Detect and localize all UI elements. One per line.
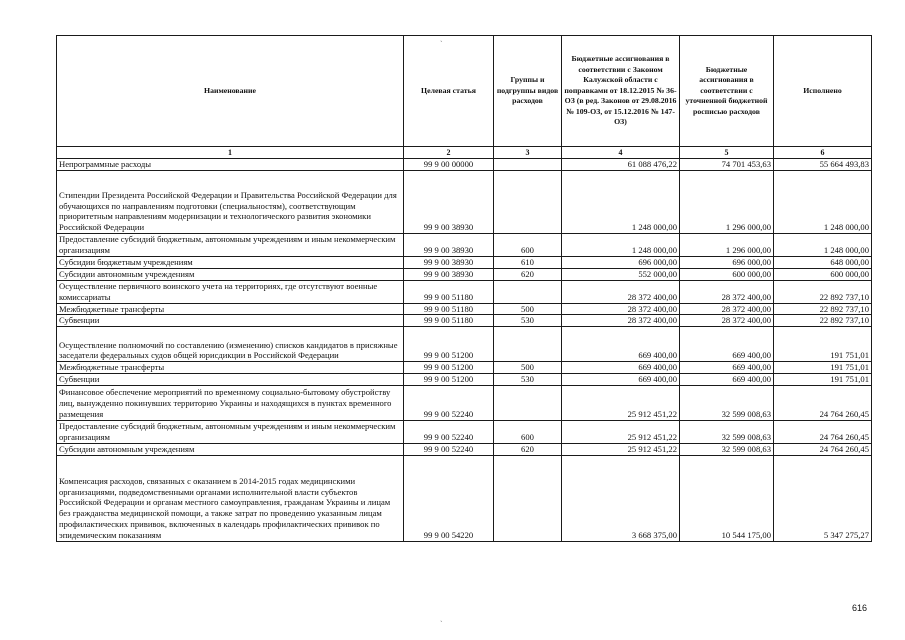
row-refined-amount: 10 544 175,00 [680, 455, 774, 541]
row-executed-amount: 55 664 493,83 [774, 159, 872, 171]
row-target-article: 99 9 00 52240 [404, 443, 494, 455]
row-name: Субвенции [57, 315, 404, 327]
row-executed-amount: 22 892 737,10 [774, 303, 872, 315]
table-row [57, 303, 872, 315]
table-row [57, 327, 872, 362]
row-expense-group: 620 [494, 268, 562, 280]
row-refined-amount: 32 599 008,63 [680, 385, 774, 420]
header-executed: Исполнено [774, 36, 872, 147]
row-target-article: 99 9 00 38930 [404, 268, 494, 280]
row-law-amount: 25 912 451,22 [562, 420, 680, 443]
row-executed-amount: 22 892 737,10 [774, 280, 872, 303]
row-expense-group: 530 [494, 315, 562, 327]
row-law-amount: 61 088 476,22 [562, 159, 680, 171]
row-refined-amount: 669 400,00 [680, 327, 774, 362]
row-target-article: 99 9 00 51180 [404, 280, 494, 303]
table-row [57, 159, 872, 171]
column-number: 3 [494, 147, 562, 159]
column-number: 6 [774, 147, 872, 159]
row-executed-amount: 191 751,01 [774, 373, 872, 385]
row-refined-amount: 28 372 400,00 [680, 315, 774, 327]
row-executed-amount: 22 892 737,10 [774, 315, 872, 327]
row-refined-amount: 1 296 000,00 [680, 234, 774, 257]
row-name: Субсидии автономным учреждениям [57, 268, 404, 280]
row-law-amount: 669 400,00 [562, 362, 680, 374]
column-number: 4 [562, 147, 680, 159]
table-row [57, 443, 872, 455]
row-target-article: 99 9 00 54220 [404, 455, 494, 541]
row-refined-amount: 28 372 400,00 [680, 280, 774, 303]
table-row [57, 362, 872, 374]
row-executed-amount: 191 751,01 [774, 362, 872, 374]
row-expense-group: 530 [494, 373, 562, 385]
row-law-amount: 696 000,00 [562, 257, 680, 269]
page-number: 616 [852, 603, 868, 613]
table-row [57, 315, 872, 327]
table-row [57, 455, 872, 541]
row-name: Компенсация расходов, связанных с оказанием в 2014-2015 годах медицинскими организациями, подведомственными органами исполнительной власти субъектов Российской Федерации и органам местного самоуправления, гражданам Украины и лицам без гражданства медицинской помощи, а также затрат по проведению указанным лицам профилактических прививок, включенных в календарь профилактических прививок по эпидемическим показаниям [57, 455, 404, 541]
row-expense-group: 600 [494, 420, 562, 443]
row-executed-amount: 24 764 260,45 [774, 443, 872, 455]
scan-artifact: ` [440, 620, 443, 629]
row-target-article: 99 9 00 38930 [404, 234, 494, 257]
table-row [57, 420, 872, 443]
table-row [57, 373, 872, 385]
scan-artifact: ` [440, 40, 443, 49]
row-name: Осуществление первичного воинского учета на территориях, где отсутствуют военные комиссариаты [57, 280, 404, 303]
row-executed-amount: 24 764 260,45 [774, 385, 872, 420]
row-name: Стипендии Президента Российской Федерации и Правительства Российской Федерации для обучающихся по направлениям подготовки (специальностям), соответствующим приоритетным направлениям модернизации и технологического развития экономики Российской Федерации [57, 171, 404, 234]
row-executed-amount: 600 000,00 [774, 268, 872, 280]
column-number-row [57, 147, 872, 159]
column-number: 1 [57, 147, 404, 159]
row-name: Осуществление полномочий по составлению (изменению) списков кандидатов в присяжные заседатели федеральных судов общей юрисдикции в Российской Федерации [57, 327, 404, 362]
row-law-amount: 1 248 000,00 [562, 234, 680, 257]
header-refined-allocations: Бюджетные ассигнования в соответствии с уточненной бюджетной росписью расходов [680, 36, 774, 147]
row-name: Субсидии бюджетным учреждениям [57, 257, 404, 269]
row-target-article: 99 9 00 51180 [404, 303, 494, 315]
row-name: Непрограммные расходы [57, 159, 404, 171]
row-target-article: 99 9 00 52240 [404, 420, 494, 443]
row-name: Финансовое обеспечение мероприятий по временному социально-бытовому обустройству лиц, вынужденно покинувших территорию Украины и находящихся в пунктах временного размещения [57, 385, 404, 420]
row-refined-amount: 669 400,00 [680, 373, 774, 385]
row-refined-amount: 669 400,00 [680, 362, 774, 374]
row-name: Межбюджетные трансферты [57, 362, 404, 374]
row-executed-amount: 24 764 260,45 [774, 420, 872, 443]
row-law-amount: 552 000,00 [562, 268, 680, 280]
row-executed-amount: 648 000,00 [774, 257, 872, 269]
table-header [57, 36, 872, 147]
budget-table [56, 35, 872, 542]
header-name: Наименование [57, 36, 404, 147]
row-target-article: 99 9 00 51200 [404, 373, 494, 385]
table-row [57, 257, 872, 269]
column-number: 2 [404, 147, 494, 159]
row-law-amount: 28 372 400,00 [562, 303, 680, 315]
row-refined-amount: 600 000,00 [680, 268, 774, 280]
row-law-amount: 28 372 400,00 [562, 280, 680, 303]
row-law-amount: 25 912 451,22 [562, 385, 680, 420]
row-target-article: 99 9 00 51180 [404, 315, 494, 327]
table-row [57, 385, 872, 420]
row-target-article: 99 9 00 38930 [404, 257, 494, 269]
row-law-amount: 3 668 375,00 [562, 455, 680, 541]
row-executed-amount: 5 347 275,27 [774, 455, 872, 541]
row-expense-group [494, 159, 562, 171]
row-law-amount: 669 400,00 [562, 327, 680, 362]
row-name: Предоставление субсидий бюджетным, автономным учреждениям и иным некоммерческим организациям [57, 420, 404, 443]
row-refined-amount: 32 599 008,63 [680, 443, 774, 455]
row-law-amount: 28 372 400,00 [562, 315, 680, 327]
row-target-article: 99 9 00 51200 [404, 362, 494, 374]
row-expense-group [494, 171, 562, 234]
row-refined-amount: 28 372 400,00 [680, 303, 774, 315]
row-expense-group: 500 [494, 362, 562, 374]
header-target-article: Целевая статья [404, 36, 494, 147]
header-law-allocations: Бюджетные ассигнования в соответствии с Законом Калужской области с поправками от 18.12.2015 № 36-ОЗ (в ред. Законов от 29.08.2016 № 109-ОЗ, от 15.12.2016 № 147-ОЗ) [562, 36, 680, 147]
row-expense-group: 610 [494, 257, 562, 269]
table-body [57, 147, 872, 542]
row-name: Предоставление субсидий бюджетным, автономным учреждениям и иным некоммерческим организациям [57, 234, 404, 257]
row-name: Субсидии автономным учреждениям [57, 443, 404, 455]
row-target-article: 99 9 00 51200 [404, 327, 494, 362]
row-target-article: 99 9 00 38930 [404, 171, 494, 234]
row-expense-group: 600 [494, 234, 562, 257]
row-expense-group [494, 327, 562, 362]
row-law-amount: 1 248 000,00 [562, 171, 680, 234]
row-executed-amount: 191 751,01 [774, 327, 872, 362]
row-executed-amount: 1 248 000,00 [774, 234, 872, 257]
row-name: Субвенции [57, 373, 404, 385]
row-name: Межбюджетные трансферты [57, 303, 404, 315]
row-expense-group [494, 455, 562, 541]
table-row [57, 171, 872, 234]
table-row [57, 268, 872, 280]
table-row [57, 280, 872, 303]
row-expense-group: 620 [494, 443, 562, 455]
row-law-amount: 669 400,00 [562, 373, 680, 385]
row-refined-amount: 1 296 000,00 [680, 171, 774, 234]
row-expense-group [494, 280, 562, 303]
column-number: 5 [680, 147, 774, 159]
row-target-article: 99 9 00 52240 [404, 385, 494, 420]
row-target-article: 99 9 00 00000 [404, 159, 494, 171]
table-row [57, 234, 872, 257]
header-expense-groups: Группы и подгруппы видов расходов [494, 36, 562, 147]
row-expense-group: 500 [494, 303, 562, 315]
row-refined-amount: 696 000,00 [680, 257, 774, 269]
row-refined-amount: 74 701 453,63 [680, 159, 774, 171]
row-expense-group [494, 385, 562, 420]
row-executed-amount: 1 248 000,00 [774, 171, 872, 234]
row-law-amount: 25 912 451,22 [562, 443, 680, 455]
row-refined-amount: 32 599 008,63 [680, 420, 774, 443]
